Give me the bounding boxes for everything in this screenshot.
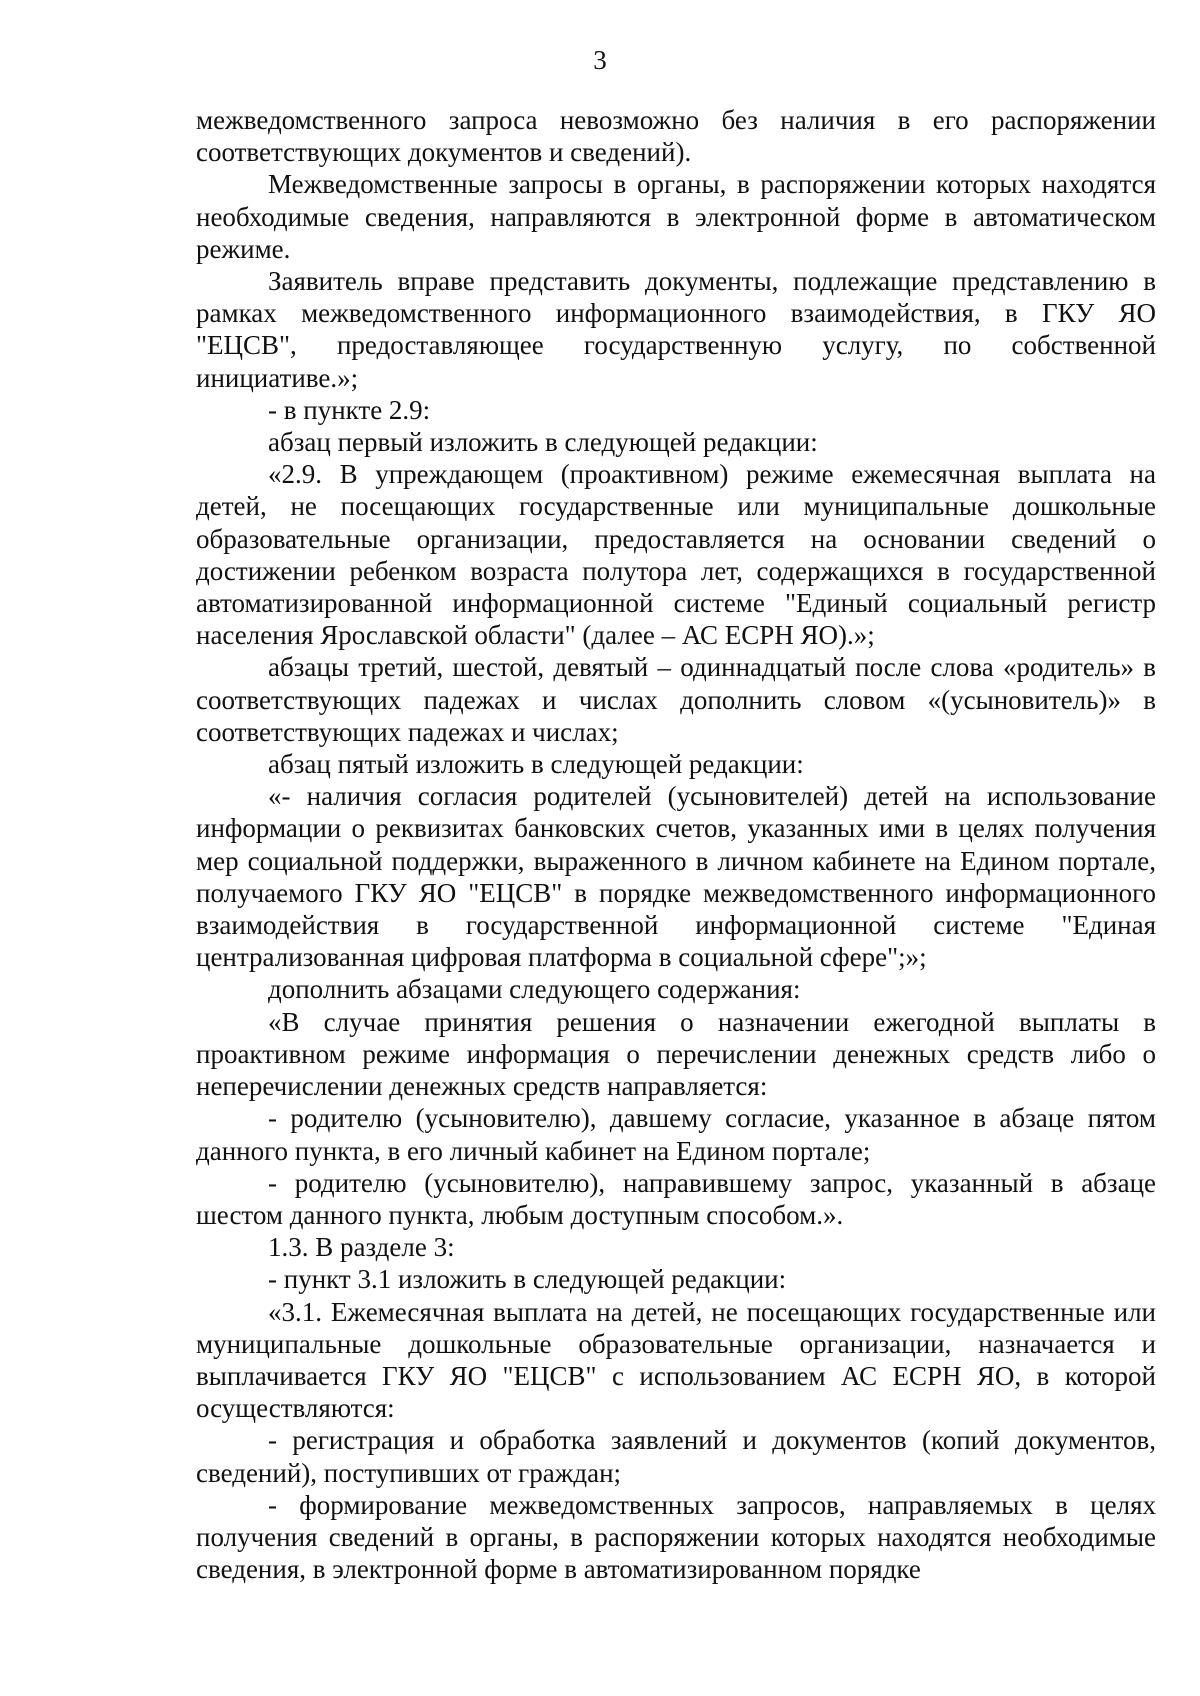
document-body	[196, 104, 1156, 1585]
paragraph-add-abzacy-instruction: дополнить абзацами следующего содержания:	[268, 974, 801, 1005]
paragraph-item-3-1-instruction: - пункт 3.1 изложить в следующей редакции:	[268, 1264, 787, 1295]
paragraph-parent-consent-item: - родителю (усыновителю), давшему согласие, указанное в абзаце пятом данного пункта, в его личный кабинет на Едином портале;	[196, 1103, 1156, 1166]
paragraph-proactive-decision: «В случае принятия решения о назначении ежегодной выплаты в проактивном режиме информация о перечислении денежных средств либо о неперечислении денежных средств направляется:	[196, 1006, 1156, 1102]
paragraph-3-1-text: «3.1. Ежемесячная выплата на детей, не посещающих государственные или муниципальные дошкольные образовательные организации, назначается и выплачивается ГКУ ЯО "ЕЦСВ" с использованием АС ЕСРН ЯО, в которой осуществляются:	[196, 1296, 1156, 1424]
paragraph-section-1-3: 1.3. В разделе 3:	[268, 1232, 455, 1263]
paragraph-fifth-abzac-instruction: абзац пятый изложить в следующей редакции:	[268, 749, 804, 780]
paragraph-2-9-text: «2.9. В упреждающем (проактивном) режиме ежемесячная выплата на детей, не посещающих государственные или муниципальные дошкольные образовательные организации, предоставляется на основании сведений о достижении ребенком возраста полутора лет, содержащихся в государственной автоматизированной информационной системе "Единый социальный регистр населения Ярославской области" (далее – АС ЕСРН ЯО).»;	[196, 459, 1156, 651]
page-number: 3	[593, 45, 607, 75]
paragraph-applicant-right: Заявитель вправе представить документы, подлежащие представлению в рамках межведомственного информационного взаимодействия, в ГКУ ЯО "ЕЦСВ", предоставляющее государственную услугу, по собственной инициативе.»;	[196, 266, 1156, 393]
paragraph-item-2-9: - в пункте 2.9:	[268, 394, 431, 425]
paragraph-registration-item: - регистрация и обработка заявлений и документов (копий документов, сведений), поступивших от граждан;	[196, 1425, 1156, 1488]
paragraph-parent-request-item: - родителю (усыновителю), направившему запрос, указанный в абзаце шестом данного пункта, любым доступным способом.».	[196, 1167, 1156, 1230]
paragraph-continuation: межведомственного запроса невозможно без наличия в его распоряжении соответствующих документов и сведений).	[196, 105, 1156, 168]
paragraph-abzacy-amendment: абзацы третий, шестой, девятый – одиннадцатый после слова «родитель» в соответствующих падежах и числах дополнить словом «(усыновитель)» в соответствующих падежах и числах;	[196, 652, 1156, 747]
paragraph-first-abzac-instruction: абзац первый изложить в следующей редакции:	[268, 427, 818, 458]
paragraph-consent-text: «- наличия согласия родителей (усыновителей) детей на использование информации о реквизитах банковских счетов, указанных ими в целях получения мер социальной поддержки, выраженного в личном кабинете на Едином портале, получаемого ГКУ ЯО "ЕЦСВ" в порядке межведомственного информационного взаимодействия в государственной информационной системе "Единая централизованная цифровая платформа в социальной сфере";»;	[196, 781, 1156, 973]
paragraph-requests-formation-item: - формирование межведомственных запросов, направляемых в целях получения сведений в органы, в распоряжении которых находятся необходимые сведения, в электронной форме в автоматизированном порядке	[196, 1489, 1156, 1585]
paragraph-interagency-requests: Межведомственные запросы в органы, в распоряжении которых находятся необходимые сведения, направляются в электронной форме в автоматическом режиме.	[196, 169, 1156, 264]
